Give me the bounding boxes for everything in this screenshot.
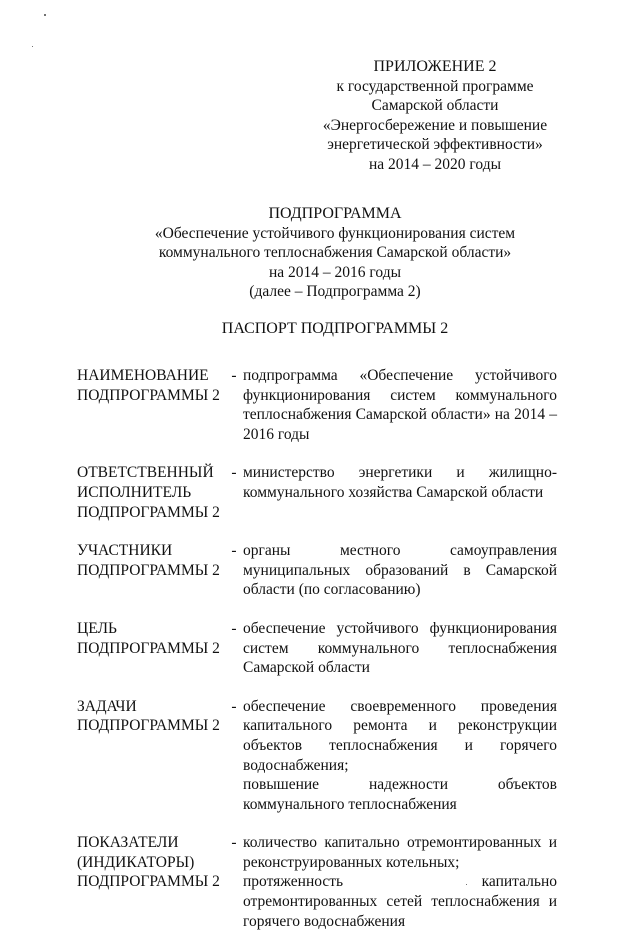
subprogram-line: ПОДПРОГРАММА	[268, 205, 402, 222]
row-value-paragraph: подпрограмма «Обеспечение устойчивого функционирования систем коммунального теплоснабжения Самарской области» на 2014 – 2016 годы	[243, 367, 557, 443]
passport-title: ПАСПОРТ ПОДПРОГРАММЫ 2	[221, 320, 449, 337]
row-value	[243, 366, 557, 444]
appendix-header	[300, 57, 570, 175]
row-value	[243, 697, 557, 815]
row-label-line: ЗАДАЧИ	[77, 697, 137, 715]
row-label-line: ПОКАЗАТЕЛИ	[77, 834, 179, 852]
row-value	[243, 463, 557, 502]
row-label-line: УЧАСТНИКИ	[77, 542, 173, 560]
passport-row-executor	[77, 463, 557, 522]
row-value	[243, 541, 557, 600]
scan-speck	[44, 14, 46, 16]
row-label	[77, 463, 225, 522]
row-value-paragraph: количество капитально отремонтированных и реконструированных котельных;	[243, 834, 557, 871]
row-label-line: ПОДПРОГРАММЫ 2	[77, 717, 220, 735]
passport-row-tasks	[77, 697, 557, 815]
row-value-paragraph: повышение надежности объектов коммунального теплоснабжения	[243, 776, 557, 813]
row-dash: -	[231, 619, 237, 637]
row-label-line: ПОДПРОГРАММЫ 2	[77, 639, 220, 657]
passport-row-name	[77, 366, 557, 444]
subprogram-line: коммунального теплоснабжения Самарской области»	[158, 244, 512, 262]
row-value-paragraph: обеспечение своевременного проведения капитального ремонта и реконструкции объектов теплоснабжения и горячего водоснабжения;	[243, 697, 557, 774]
subprogram-line: «Обеспечение устойчивого функционирования систем	[154, 224, 516, 242]
passport-row-goal	[77, 619, 557, 678]
row-label-line: (ИНДИКАТОРЫ)	[77, 853, 195, 871]
subprogram-line: на 2014 – 2016 годы	[269, 263, 401, 281]
row-dash: -	[231, 697, 237, 715]
row-label-line: ПОДПРОГРАММЫ 2	[77, 386, 220, 404]
passport-row-indicators	[77, 833, 557, 931]
appendix-line: «Энергосбережение и повышение	[322, 116, 548, 134]
row-value-paragraph: органы местного самоуправления муниципальных образований в Самарской области (по согласованию)	[243, 542, 557, 599]
row-label-line: ИСПОЛНИТЕЛЬ	[77, 483, 192, 501]
row-value	[243, 833, 557, 931]
row-dash: -	[231, 367, 237, 384]
appendix-line: энергетической эффективности»	[327, 136, 543, 154]
row-dash: -	[231, 464, 237, 482]
passport-row-participants	[77, 541, 557, 600]
row-value	[243, 619, 557, 678]
row-label-line: ЦЕЛЬ	[77, 619, 117, 637]
row-value-paragraph: министерство энергетики и жилищно-коммунального хозяйства Самарской области	[243, 464, 557, 501]
appendix-line: к государственной программе	[336, 77, 534, 95]
subprogram-line: (далее – Подпрограмма 2)	[249, 283, 421, 301]
appendix-line: ПРИЛОЖЕНИЕ 2	[373, 58, 497, 75]
row-label	[77, 697, 225, 736]
row-dash: -	[231, 834, 237, 852]
appendix-line: Самарской области	[371, 97, 499, 115]
row-label	[77, 541, 225, 580]
passport-table	[77, 366, 557, 931]
row-label-line: ПОДПРОГРАММЫ 2	[77, 561, 220, 579]
appendix-line: на 2014 – 2020 годы	[369, 155, 501, 173]
row-dash: -	[231, 542, 237, 560]
subprogram-title-block	[110, 204, 560, 302]
row-value-paragraph: протяженность капитально отремонтированных сетей теплоснабжения и горячего водоснабжения	[243, 873, 557, 930]
row-label	[77, 619, 225, 658]
row-value-paragraph: обеспечение устойчивого функционирования систем коммунального теплоснабжения Самарской области	[243, 619, 557, 677]
row-label-line: ОТВЕТСТВЕННЫЙ	[77, 464, 214, 482]
row-label	[77, 833, 225, 892]
row-label-line: НАИМЕНОВАНИЕ	[77, 367, 209, 384]
row-label	[77, 366, 225, 405]
row-label-line: ПОДПРОГРАММЫ 2	[77, 503, 220, 521]
row-label-line: ПОДПРОГРАММЫ 2	[77, 873, 220, 891]
scan-speck	[32, 46, 33, 47]
